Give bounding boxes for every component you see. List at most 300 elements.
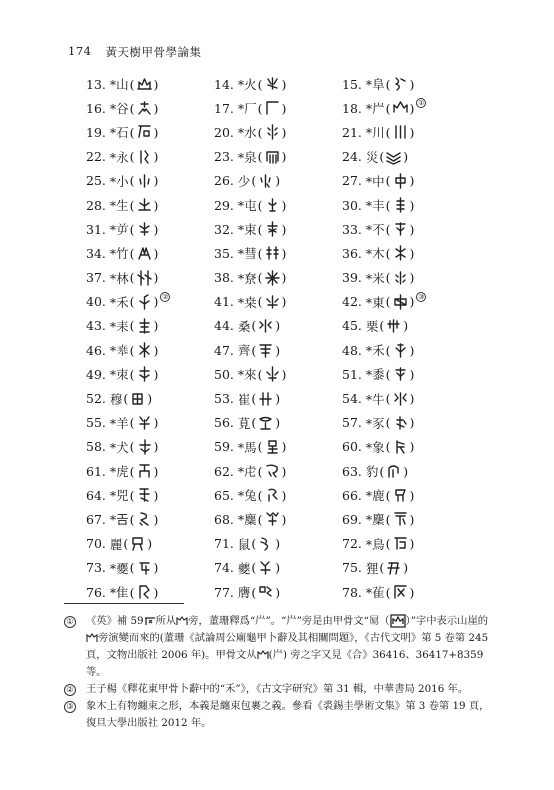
close-paren: ) [275,560,281,576]
entry-number: 28. [86,197,110,213]
huo-glyph-icon [264,76,281,92]
mi2-glyph-icon [264,511,281,527]
huan2-glyph-icon [392,584,409,600]
entry-item [342,362,470,386]
jun-glyph-icon [392,511,409,527]
feng-glyph-icon [392,197,409,213]
entry-number: 35. [214,245,238,261]
open-paren: ( [385,342,391,358]
close-paren: ) [153,463,159,479]
entry-item [214,120,342,144]
entry-number: 46. [86,342,110,358]
entry-number: 58. [86,439,110,455]
entry-item [86,483,214,507]
open-paren: ( [385,270,391,286]
close-paren: ) [153,221,159,237]
entry-character: *朿 [109,367,129,383]
entry-character: *阜 [365,77,385,93]
open-paren: ( [257,197,263,213]
open-paren: ( [251,415,257,431]
open-paren: ( [379,318,385,334]
close-paren: ) [281,270,287,286]
entry-number: 75. [342,560,366,576]
footnote-1: ① 《英》補 59 所从 旁，董珊釋爲“屵”。“屵”旁是由甲骨文“𡱿（ ）”字中表示山崖的 旁演變而來的(董珊《試論周公廟龜甲卜辭及其相關問題》，《古代文明》第 5 卷第 245 頁，文物出版社 2006 年)。甲骨文从 (屵) 旁之字又見《合》36416、36417+8359 等。 [64,613,494,681]
hu-glyph-icon [136,342,153,358]
close-paren: ) [275,584,281,600]
entry-item [86,120,214,144]
cliff-radical-icon [257,649,269,661]
fu-glyph-icon [392,76,409,92]
footnote-divider [64,603,184,604]
close-paren: ) [281,439,287,455]
entry-item [342,169,470,193]
entry-item [342,580,470,604]
bao-glyph-icon [385,463,402,479]
mi-glyph-icon [392,270,409,286]
close-paren: ) [409,294,415,310]
entry-number: 37. [86,270,110,286]
entry-number: 78. [342,584,366,600]
entry-character: *屰 [109,222,129,238]
entry-character: *泉 [237,149,257,165]
open-paren: ( [257,439,263,455]
open-paren: ( [129,415,135,431]
entry-character: *竹 [109,246,129,262]
open-paren: ( [129,270,135,286]
entry-item [214,532,342,556]
entry-character: *林 [109,270,129,286]
entry-item [214,338,342,362]
entry-character: 麗 [109,536,123,552]
entry-number: 23. [214,149,238,165]
entry-number: 72. [342,536,366,552]
entry-character: *火 [237,77,257,93]
open-paren: ( [123,536,129,552]
open-paren: ( [385,197,391,213]
close-paren: ) [153,415,159,431]
open-paren: ( [379,149,385,165]
entry-character: *牛 [365,391,385,407]
entry-character: *水 [237,125,257,141]
close-paren: ) [275,173,281,189]
cliff-radical-icon [86,632,98,644]
close-paren: ) [281,487,287,503]
entry-item [86,266,214,290]
close-paren: ) [409,270,415,286]
he-glyph-icon [136,294,153,310]
page-number: 174 [68,44,92,58]
hu2-glyph-icon [136,463,153,479]
entry-item [214,96,342,120]
entry-character: 狸 [365,560,379,576]
entry-character: *馬 [237,439,257,455]
entry-item [86,386,214,410]
entry-item [86,96,214,120]
close-paren: ) [403,560,409,576]
open-paren: ( [129,76,135,92]
close-paren: ) [275,391,281,407]
entry-item [342,411,470,435]
close-paren: ) [281,245,287,261]
close-paren: ) [153,366,159,382]
close-paren: ) [153,294,159,310]
close-paren: ) [409,100,415,116]
entry-item [214,386,342,410]
entry-number: 74. [214,560,238,576]
entry-item [342,241,470,265]
kui-glyph-icon [257,560,274,576]
open-paren: ( [257,100,263,116]
zhu-glyph-icon [136,245,153,261]
entry-character: *麋 [237,512,257,528]
entry-character: *尞 [237,270,257,286]
entry-item [214,314,342,338]
open-paren: ( [129,197,135,213]
entry-number: 43. [86,318,110,334]
entry-item [342,266,470,290]
entry-number: 39. [342,270,366,286]
open-paren: ( [129,366,135,382]
entry-number: 61. [86,463,110,479]
open-paren: ( [129,124,135,140]
gu-glyph-icon [136,100,153,116]
close-paren: ) [153,560,159,576]
entry-character: *彗 [237,246,257,262]
open-paren: ( [257,511,263,527]
open-paren: ( [251,536,257,552]
close-paren: ) [409,584,415,600]
entry-character: *鳥 [365,536,385,552]
open-paren: ( [129,487,135,503]
entry-character: *象 [365,439,385,455]
entry-number: 17. [214,100,238,116]
open-paren: ( [385,366,391,382]
open-paren: ( [251,391,257,407]
entry-number: 73. [86,560,110,576]
open-paren: ( [385,245,391,261]
close-paren: ) [409,366,415,382]
entry-item [214,217,342,241]
close-paren: ) [153,584,159,600]
close-paren: ) [153,511,159,527]
entry-number: 65. [214,487,238,503]
entry-character: *兕 [109,488,129,504]
entry-item [342,459,470,483]
entry-character: *厂 [237,101,257,117]
close-paren: ) [409,124,415,140]
close-paren: ) [281,76,287,92]
entry-item [86,290,214,314]
entry-number: 33. [342,221,366,237]
close-paren: ) [281,511,287,527]
close-paren: ) [409,487,415,503]
close-paren: ) [281,366,287,382]
entry-number: 34. [86,245,110,261]
open-paren: ( [385,173,391,189]
entry-item [342,507,470,531]
entry-item [342,532,470,556]
close-paren: ) [403,318,409,334]
entry-character: *木 [365,246,385,262]
nao-glyph-icon [136,560,153,576]
quan-glyph-icon [264,149,281,165]
entry-character: *黍 [365,367,385,383]
close-paren: ) [153,342,159,358]
entry-number: 14. [214,76,238,92]
close-paren: ) [281,221,287,237]
shan-compound-glyph-icon [390,614,406,628]
close-paren: ) [409,76,415,92]
entry-character: 鼠 [237,536,251,552]
entry-character: *虎 [109,464,129,480]
close-paren: ) [403,149,409,165]
entry-number: 64. [86,487,110,503]
close-paren: ) [153,149,159,165]
ying-glyph-icon [257,584,274,600]
li3-glyph-icon [385,560,402,576]
li-glyph-icon [385,318,402,334]
open-paren: ( [251,560,257,576]
yong-glyph-icon [136,149,153,165]
entry-item [214,290,342,314]
ni-glyph-icon [136,221,153,237]
entry-character: 崔 [237,391,251,407]
entry-character: *束 [237,222,257,238]
si-glyph-icon [136,487,153,503]
entry-number: 55. [86,415,110,431]
close-paren: ) [153,487,159,503]
entry-number: 32. [214,221,238,237]
bu-glyph-icon [392,221,409,237]
entry-number: 51. [342,366,366,382]
entry-number: 54. [342,391,366,407]
close-paren: ) [275,536,281,552]
entry-number: 38. [214,270,238,286]
open-paren: ( [385,584,391,600]
open-paren: ( [251,173,257,189]
entry-character: *𢀛 [109,511,129,527]
entry-number: 60. [342,439,366,455]
open-paren: ( [257,124,263,140]
entry-item [86,507,214,531]
open-paren: ( [385,221,391,237]
entry-number: 22. [86,149,110,165]
entry-number: 70. [86,536,110,552]
open-paren: ( [129,318,135,334]
close-paren: ) [409,221,415,237]
entry-number: 59. [214,439,238,455]
entry-number: 15. [342,76,366,92]
entry-item [214,556,342,580]
entry-item [342,483,470,507]
entry-character: *兔 [237,488,257,504]
lai-glyph-icon [264,366,281,382]
entry-item [214,169,342,193]
footnote-marker[interactable]: ① [418,99,425,108]
entry-item [86,241,214,265]
lin-glyph-icon [136,270,153,286]
entry-number: 30. [342,197,366,213]
open-paren: ( [129,439,135,455]
he2-glyph-icon [392,342,409,358]
entry-item [86,532,214,556]
entry-item [86,217,214,241]
open-paren: ( [251,318,257,334]
close-paren: ) [281,197,287,213]
entry-item [214,459,342,483]
entry-item [342,290,470,314]
entry-character: *禾 [365,343,385,359]
entry-character: *來 [237,367,257,383]
open-paren: ( [385,294,391,310]
footnotes [64,613,494,732]
open-paren: ( [251,584,257,600]
open-paren: ( [385,487,391,503]
entry-item [86,169,214,193]
entry-number: 29. [214,197,238,213]
chuan-glyph-icon [392,124,409,140]
hui-glyph-icon [264,245,281,261]
open-paren: ( [129,560,135,576]
entry-character: 膺 [237,585,251,601]
entry-number: 77. [214,584,238,600]
entry-character: 齊 [237,343,251,359]
open-paren: ( [257,463,263,479]
dong-glyph-icon [392,294,409,310]
close-paren: ) [275,318,281,334]
entry-character: 少 [237,173,251,189]
lei-glyph-icon [136,318,153,334]
open-paren: ( [129,584,135,600]
close-paren: ) [281,100,287,116]
yan-glyph-icon [144,615,156,627]
entry-item [342,314,470,338]
sheng-glyph-icon [136,197,153,213]
han-glyph-icon [264,100,281,116]
cliff-radical-icon [176,615,188,627]
open-paren: ( [385,536,391,552]
shu-glyph-icon [264,221,281,237]
entry-item [86,72,214,96]
entry-number: 45. [342,318,366,334]
close-paren: ) [409,536,415,552]
entry-number: 42. [342,294,366,310]
open-paren: ( [257,270,263,286]
zhong-glyph-icon [392,173,409,189]
entry-item [86,435,214,459]
zai-glyph-icon [385,149,402,165]
entry-item [214,435,342,459]
entry-item [86,411,214,435]
entry-character: *桒 [237,294,257,310]
entry-character: 莧 [237,415,251,431]
close-paren: ) [409,173,415,189]
entry-item [342,556,470,580]
entry-item [214,241,342,265]
ci-glyph-icon [136,366,153,382]
entry-character: *隹 [109,585,129,601]
open-paren: ( [257,221,263,237]
footnote-marker[interactable]: ③ [418,292,425,301]
entry-character: *犬 [109,439,129,455]
entry-character: *東 [365,294,385,310]
entry-character: *生 [109,198,129,214]
entry-number: 13. [86,76,110,92]
entry-character: *小 [109,173,129,189]
footnote-marker[interactable]: ② [162,292,169,301]
open-paren: ( [385,391,391,407]
close-paren: ) [409,391,415,407]
close-paren: ) [147,391,153,407]
entry-number: 16. [86,100,110,116]
entry-item [342,145,470,169]
open-paren: ( [257,245,263,261]
close-paren: ) [153,245,159,261]
entry-number: 48. [342,342,366,358]
entry-number: 50. [214,366,238,382]
close-paren: ) [275,342,281,358]
open-paren: ( [385,439,391,455]
shi2-glyph-icon [392,415,409,431]
close-paren: ) [281,149,287,165]
entry-number: 56. [214,415,238,431]
open-paren: ( [129,221,135,237]
entry-number: 40. [86,294,110,310]
entry-item [214,145,342,169]
entry-character: *禾 [109,294,129,310]
entry-number: 63. [342,463,366,479]
xiao-glyph-icon [136,173,153,189]
entry-character: 夔 [237,560,251,576]
open-paren: ( [379,560,385,576]
li2-glyph-icon [129,536,146,552]
entry-number: 49. [86,366,110,382]
entry-item [86,193,214,217]
open-paren: ( [129,245,135,261]
footnote-2: ② 王子楊《釋花東甲骨卜辭中的“禾”》，《古文字研究》第 31 輯，中華書局 2016 年。 [64,681,494,698]
open-paren: ( [257,76,263,92]
entry-number: 27. [342,173,366,189]
entry-character: 栗 [365,318,379,334]
entry-item [214,72,342,96]
entry-character: *丰 [365,198,385,214]
quan2-glyph-icon [136,439,153,455]
close-paren: ) [153,76,159,92]
entry-item [86,362,214,386]
hu3-glyph-icon [264,463,281,479]
close-paren: ) [275,415,281,431]
entry-character: *鹿 [365,488,385,504]
entry-number: 20. [214,124,238,140]
tun-glyph-icon [264,197,281,213]
open-paren: ( [129,463,135,479]
entry-number: 52. [86,391,110,407]
entry-number: 26. [214,173,238,189]
huan-glyph-icon [257,415,274,431]
sang-glyph-icon [264,294,281,310]
close-paren: ) [153,318,159,334]
footnote-3: ③ 象木上有物纏束之形，本義是纏束包裹之義。參看《裘錫圭學術文集》第 3 卷第 19 頁，復旦大學出版社 2012 年。 [64,698,494,732]
entry-character: *麇 [365,512,385,528]
open-paren: ( [257,149,263,165]
close-paren: ) [409,342,415,358]
entry-item [214,266,342,290]
close-paren: ) [403,463,409,479]
entry-number: 76. [86,584,110,600]
entry-item [86,459,214,483]
entry-item [86,338,214,362]
entry-character: *谷 [109,101,129,117]
